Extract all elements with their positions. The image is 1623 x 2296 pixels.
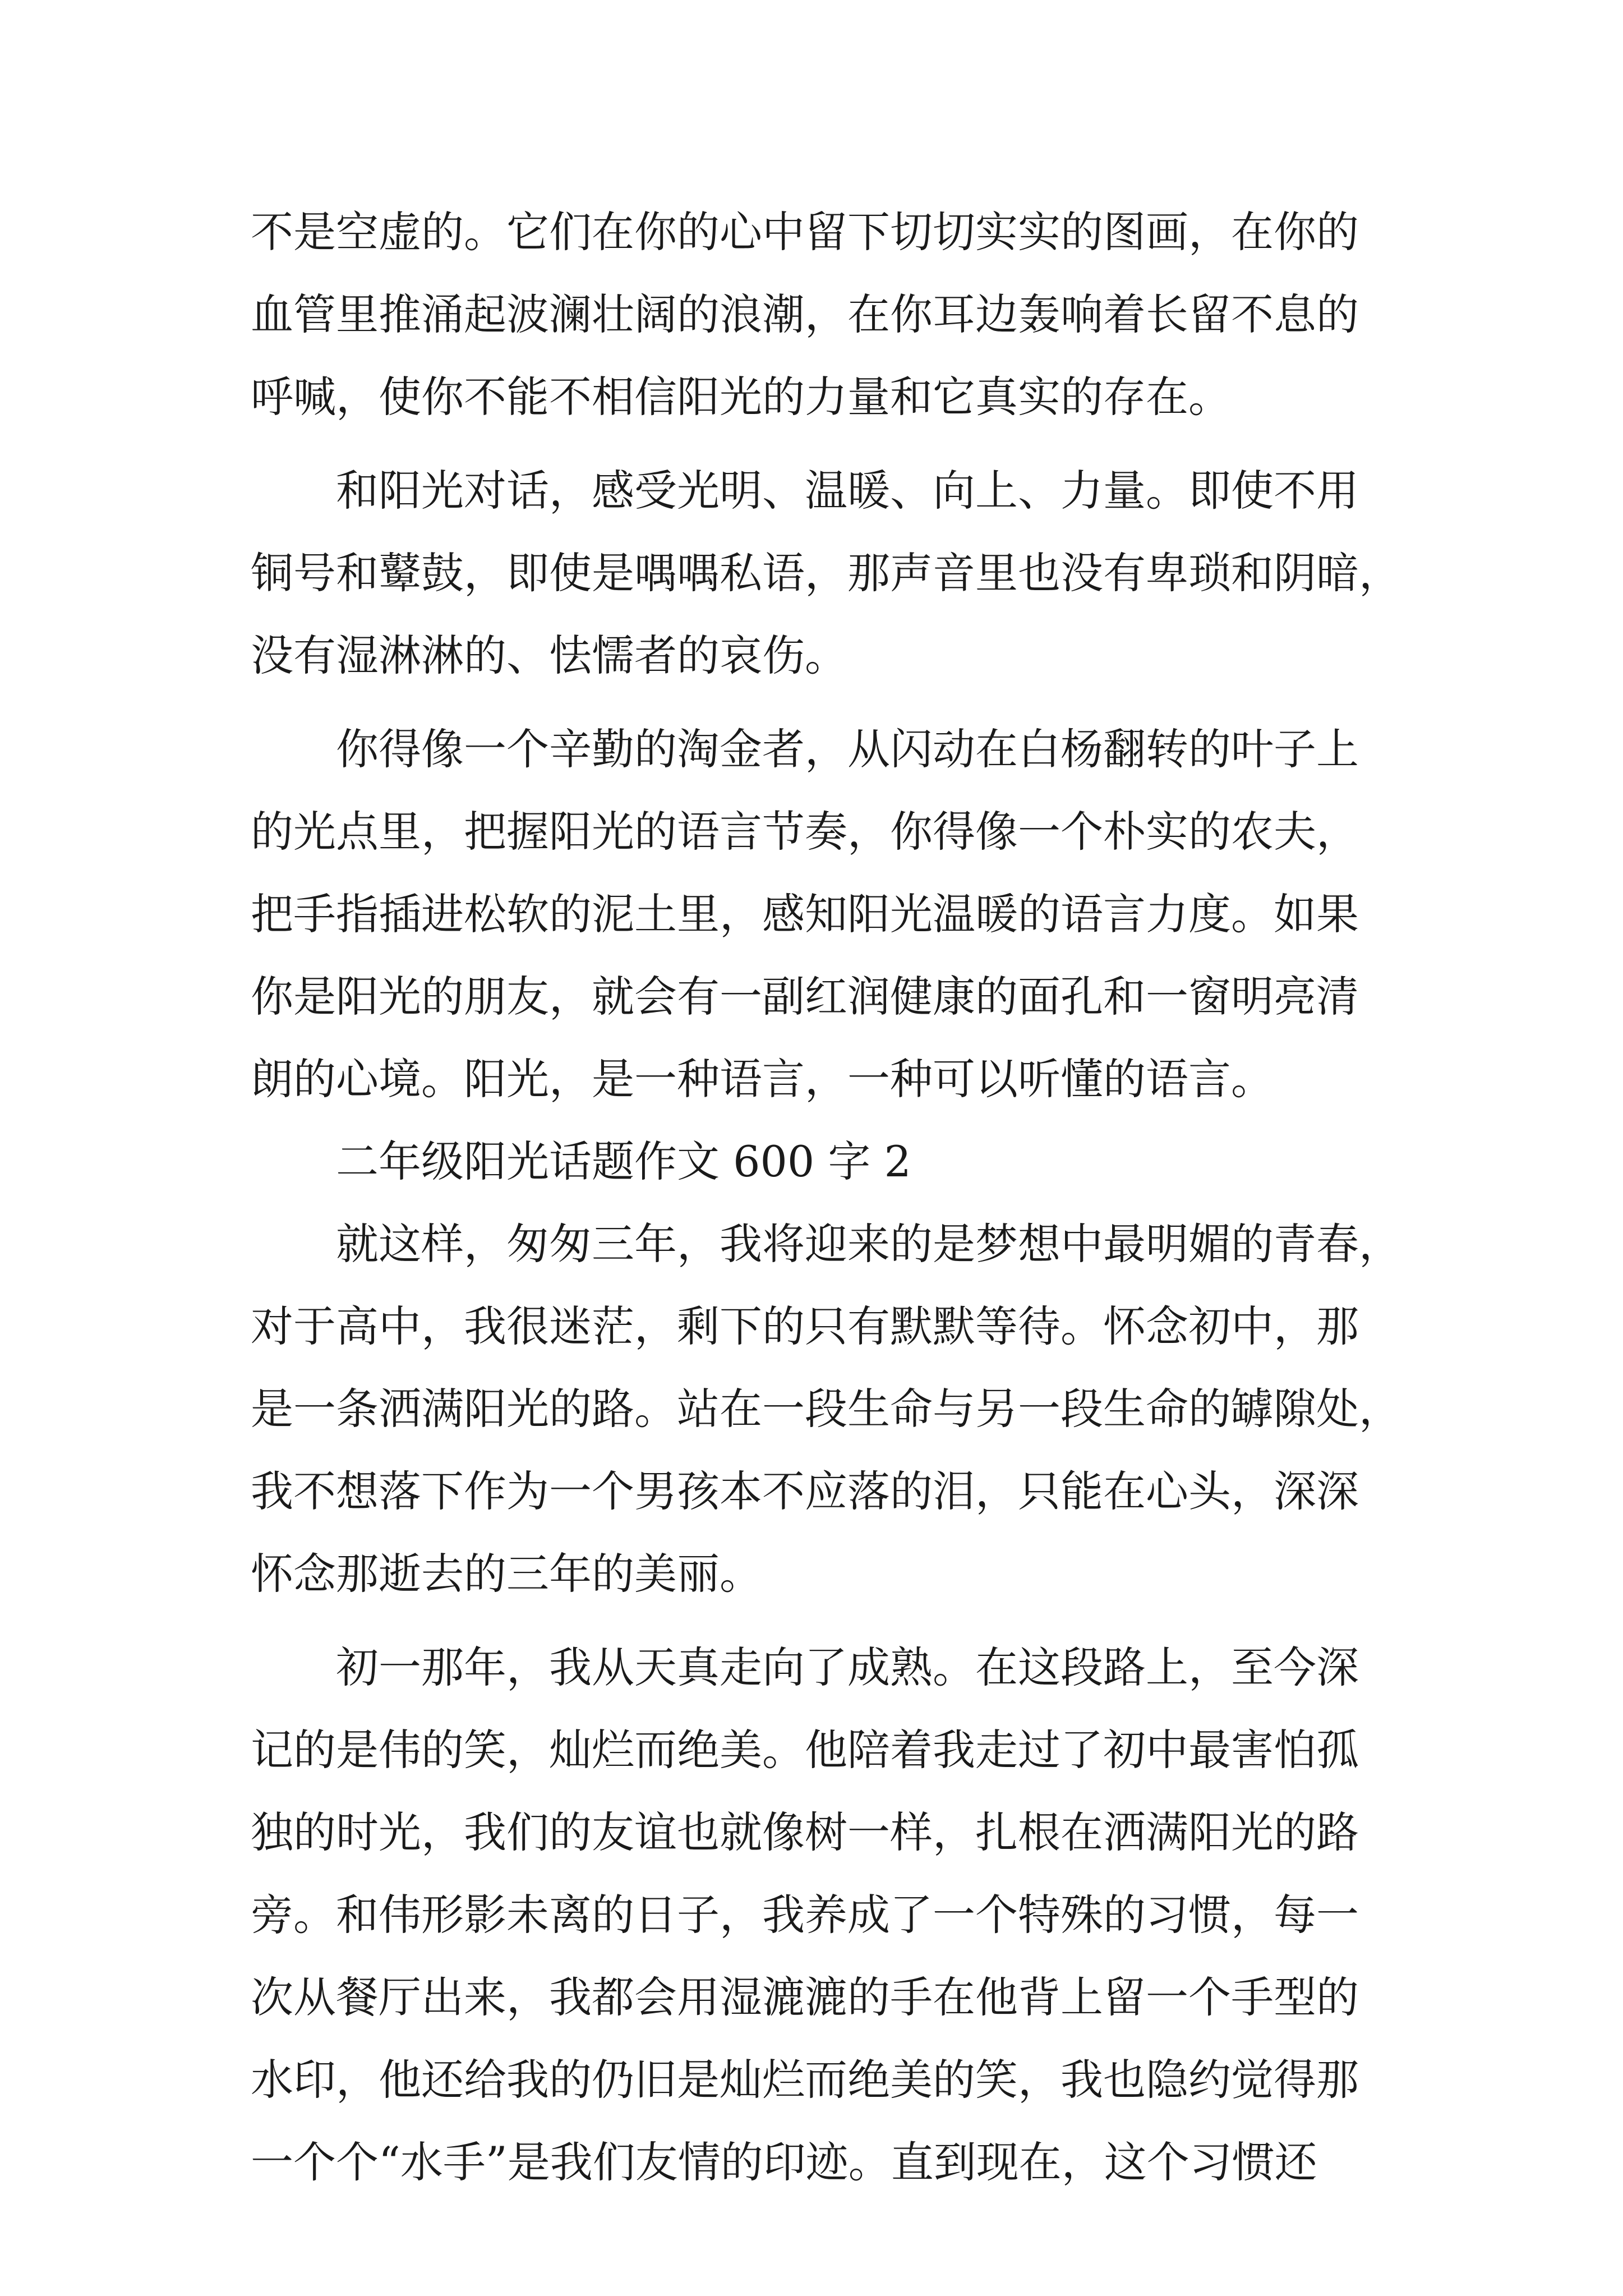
paragraph-start-line: 就这样，匆匆三年，我将迎来的是梦想中最明媚的青春，: [336, 1219, 1401, 1269]
text-line: 对于高中，我很迷茫，剩下的只有默默等待。怀念初中，那: [251, 1301, 1359, 1351]
paragraph-start-line: 初一那年，我从天真走向了成熟。在这段路上，至今深: [336, 1642, 1359, 1692]
text-line: 是一条洒满阳光的路。站在一段生命与另一段生命的罅隙处，: [251, 1384, 1401, 1434]
text-line: 呼喊，使你不能不相信阳光的力量和它真实的存在。: [251, 372, 1231, 422]
text-line: 次从餐厅出来，我都会用湿漉漉的手在他背上留一个手型的: [251, 1972, 1359, 2022]
document-body: [251, 191, 1401, 2203]
text-line: 我不想落下作为一个男孩本不应落的泪，只能在心头，深深: [251, 1466, 1359, 1516]
text-line: 旁。和伟形影未离的日子，我养成了一个特殊的习惯，每一: [251, 1890, 1359, 1940]
section-heading: 二年级阳光话题作文 600 字 2: [336, 1137, 911, 1186]
text-line: 独的时光，我们的友谊也就像树一样，扎根在洒满阳光的路: [251, 1807, 1359, 1857]
text-line: 没有湿淋淋的、怯懦者的哀伤。: [251, 631, 847, 680]
paragraph-start-line: 和阳光对话，感受光明、温暖、向上、力量。即使不用: [336, 466, 1359, 516]
text-line: 把手指插进松软的泥土里，感知阳光温暖的语言力度。如果: [251, 889, 1359, 939]
text-line: 怀念那逝去的三年的美丽。: [251, 1549, 762, 1599]
text-line: 不是空虚的。它们在你的心中留下切切实实的图画，在你的: [251, 207, 1359, 257]
text-line: 水印，他还给我的仍旧是灿烂而绝美的笑，我也隐约觉得那: [251, 2055, 1359, 2105]
text-line: 的光点里，把握阳光的语言节奏，你得像一个朴实的农夫，: [251, 807, 1359, 857]
text-line: 你是阳光的朋友，就会有一副红润健康的面孔和一窗明亮清: [251, 972, 1359, 1022]
text-line: 朗的心境。阳光，是一种语言，一种可以听懂的语言。: [251, 1054, 1274, 1104]
paragraph-start-line: 你得像一个辛勤的淘金者，从闪动在白杨翻转的叶子上: [336, 724, 1359, 774]
text-line: 记的是伟的笑，灿烂而绝美。他陪着我走过了初中最害怕孤: [251, 1725, 1359, 1775]
text-line: 血管里推涌起波澜壮阔的浪潮，在你耳边轰响着长留不息的: [251, 289, 1359, 339]
text-line: 铜号和鼙鼓，即使是喁喁私语，那声音里也没有卑琐和阴暗，: [251, 548, 1401, 598]
text-line: 一个个“水手”是我们友情的印迹。直到现在，这个习惯还: [251, 2137, 1317, 2187]
